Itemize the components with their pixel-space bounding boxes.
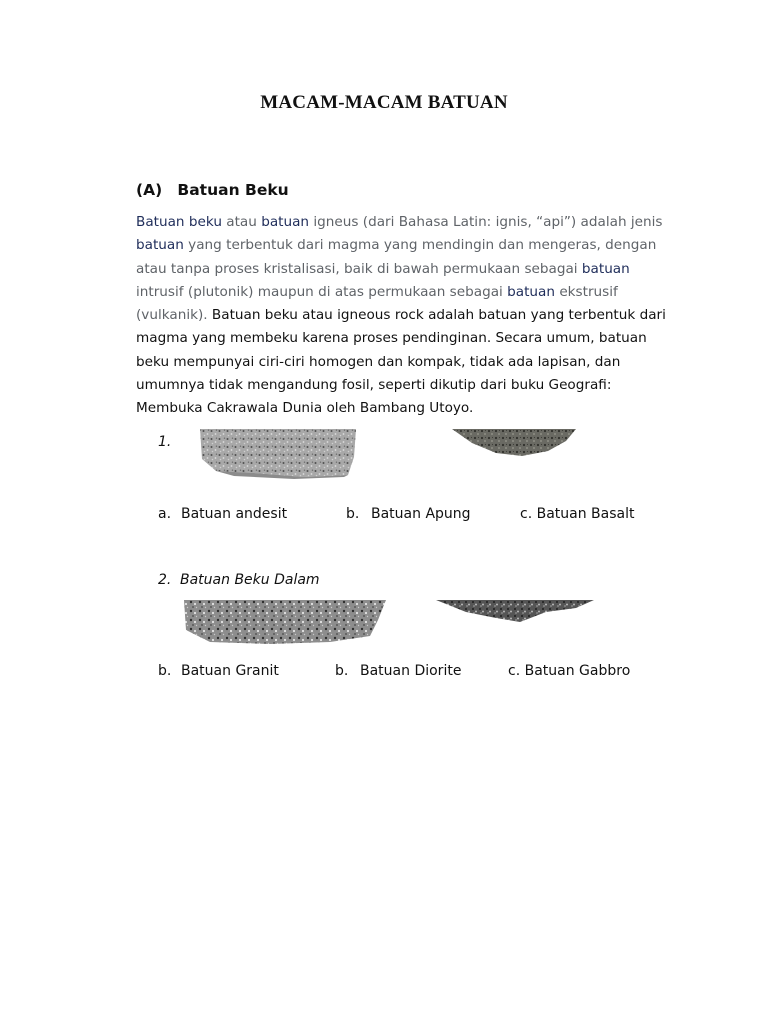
pumice-rock-image [452, 429, 578, 457]
body-paragraph [136, 211, 676, 421]
caption-apung: Batuan Apung [371, 506, 471, 522]
caption-row-2 [0, 663, 768, 683]
caption-granit: Batuan Granit [181, 663, 279, 679]
list-heading-text: Batuan Beku Dalam [180, 572, 320, 588]
list-number-2: 2. [158, 572, 172, 588]
diorite-rock-image [436, 600, 594, 624]
list-heading-2 [158, 572, 320, 588]
page-title: MACAM-MACAM BATUAN [260, 92, 508, 113]
andesite-rock-image [194, 429, 360, 479]
caption-diorite: Batuan Diorite [360, 663, 462, 679]
caption-row-1 [0, 506, 768, 526]
paragraph-segment: batuan [507, 283, 555, 300]
caption-gabbro: c. Batuan Gabbro [508, 663, 631, 679]
paragraph-segment: yang terbentuk dari magma yang mendingin dan mengeras, dengan atau tanpa proses kristalisasi, baik di bawah permukaan sebagai [136, 237, 657, 277]
caption-marker: b. [346, 506, 360, 522]
caption-marker: a. [158, 506, 172, 522]
paragraph-segment: ekstrusif (vulkanik). [136, 283, 618, 324]
caption-andesit: Batuan andesit [181, 506, 288, 522]
caption-marker: b. [335, 663, 349, 679]
granite-rock-image [180, 600, 386, 644]
paragraph-segment: Batuan beku [136, 214, 222, 230]
section-label: (A) [136, 181, 163, 199]
paragraph-segment: atau [221, 214, 262, 230]
paragraph-segment: Batuan beku atau igneous rock adalah batuan yang terbentuk dari magma yang membeku karena proses pendinginan. Secara umum, batuan beku mempunyai ciri-ciri homogen dan kompak, tidak ada lapisan, dan umumnya tidak mengandung fosil, seperti dikutip dari buku Geografi: Membuka Cakrawala Dunia oleh Bambang Utoyo. [136, 307, 666, 417]
list-number-1: 1. [158, 434, 172, 450]
paragraph-segment: batuan [581, 260, 630, 277]
paragraph-segment: batuan [261, 214, 310, 230]
paragraph-segment: batuan [136, 237, 184, 254]
caption-basalt: c. Batuan Basalt [520, 506, 635, 522]
paragraph-segment: igneus (dari Bahasa Latin: ignis, “api”) adalah jenis [309, 214, 663, 230]
section-title: Batuan Beku [177, 181, 289, 199]
caption-marker: b. [158, 663, 172, 679]
paragraph-segment: intrusif (plutonik) maupun di atas permukaan sebagai [136, 283, 508, 300]
section-heading [136, 181, 289, 199]
